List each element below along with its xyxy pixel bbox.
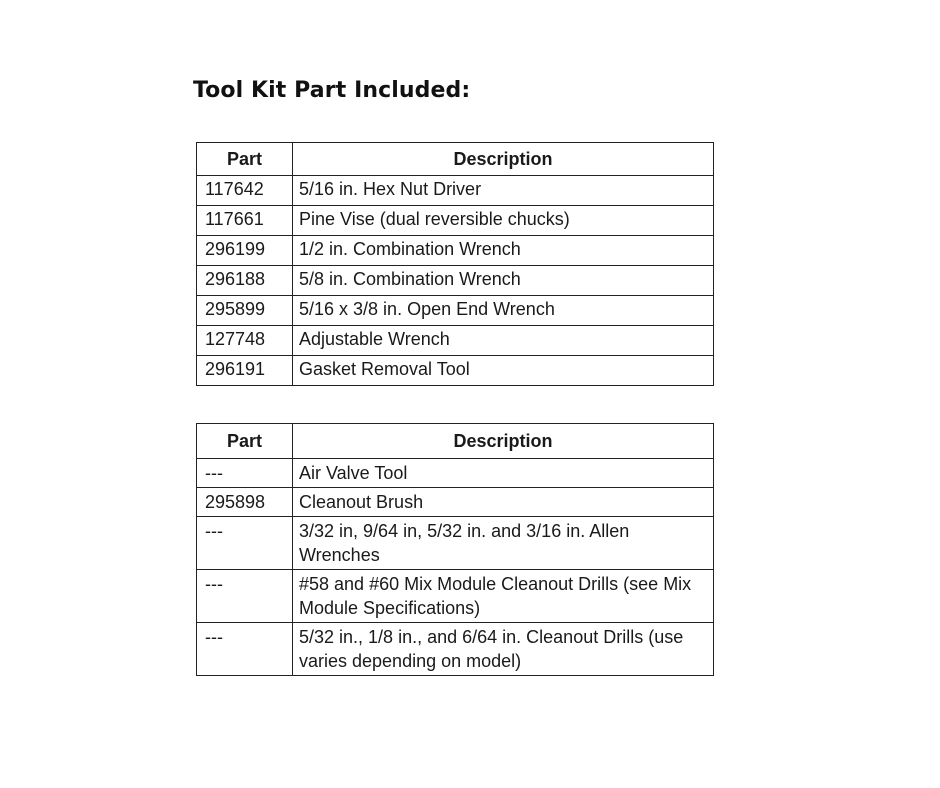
table-row [197,623,714,676]
part-number-cell: 295898 [197,488,293,517]
column-header-description: Description [293,424,714,459]
description-cell: Adjustable Wrench [293,326,714,356]
description-cell: #58 and #60 Mix Module Cleanout Drills (see Mix Module Specifications) [293,570,714,623]
table-row [197,517,714,570]
part-number-cell: 127748 [197,326,293,356]
column-header-part: Part [197,424,293,459]
part-number-cell: --- [197,623,293,676]
table-row [197,356,714,386]
table-row [197,296,714,326]
description-cell: Cleanout Brush [293,488,714,517]
part-number-cell: 117661 [197,206,293,236]
table-row [197,236,714,266]
part-number-cell: 117642 [197,176,293,206]
table-row [197,488,714,517]
description-cell: 5/16 in. Hex Nut Driver [293,176,714,206]
table-row [197,206,714,236]
table-row [197,459,714,488]
page-title: Tool Kit Part Included: [193,78,471,103]
part-number-cell: --- [197,517,293,570]
additional-tools-table [196,423,714,676]
description-cell: 5/32 in., 1/8 in., and 6/64 in. Cleanout Drills (use varies depending on model) [293,623,714,676]
description-cell: Pine Vise (dual reversible chucks) [293,206,714,236]
column-header-part: Part [197,143,293,176]
part-number-cell: --- [197,459,293,488]
table-row [197,326,714,356]
part-number-cell: 296188 [197,266,293,296]
description-cell: 1/2 in. Combination Wrench [293,236,714,266]
column-header-description: Description [293,143,714,176]
part-number-cell: 296191 [197,356,293,386]
tool-kit-parts-table [196,142,714,386]
description-cell: 3/32 in, 9/64 in, 5/32 in. and 3/16 in. Allen Wrenches [293,517,714,570]
description-cell: 5/8 in. Combination Wrench [293,266,714,296]
description-cell: 5/16 x 3/8 in. Open End Wrench [293,296,714,326]
part-number-cell: --- [197,570,293,623]
table-header-row [197,424,714,459]
description-cell: Gasket Removal Tool [293,356,714,386]
part-number-cell: 295899 [197,296,293,326]
part-number-cell: 296199 [197,236,293,266]
table-row [197,570,714,623]
table-row [197,176,714,206]
description-cell: Air Valve Tool [293,459,714,488]
table-row [197,266,714,296]
table-header-row [197,143,714,176]
